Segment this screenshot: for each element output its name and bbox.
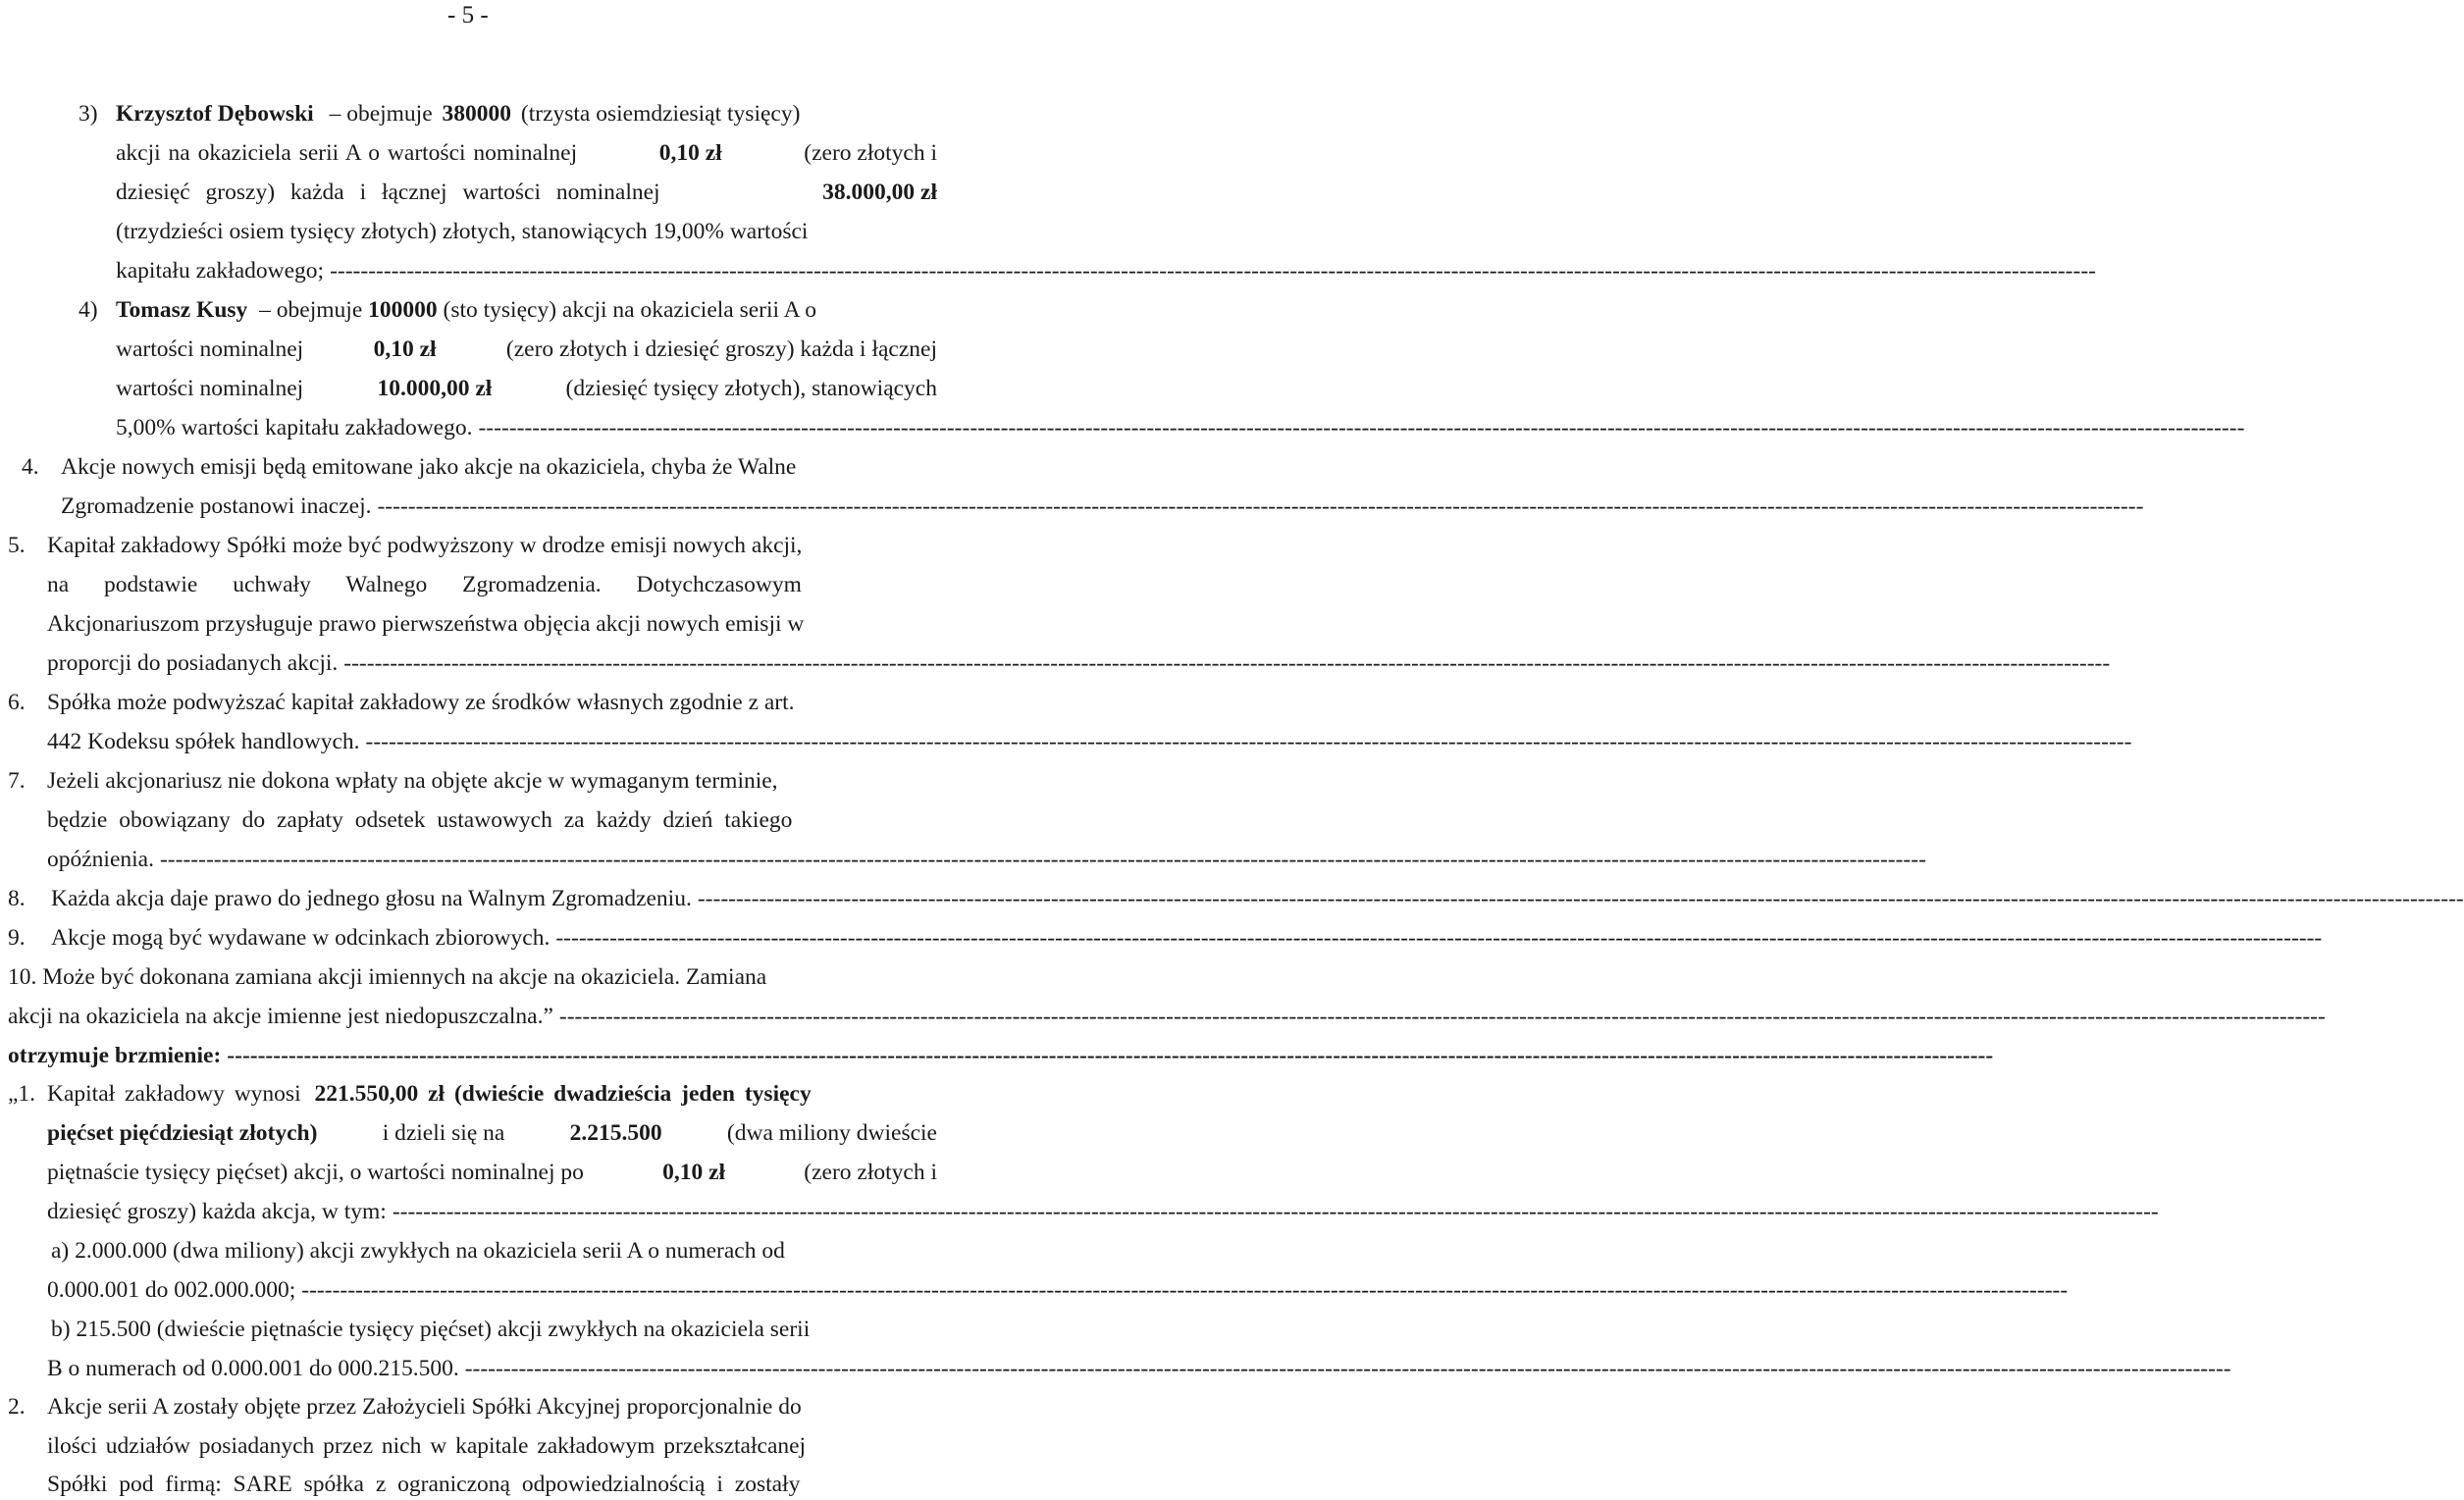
para-8-line-1 (8, 885, 2464, 912)
dash-filler: -------------------------------------------------------------------------------------------------------------------------------------------------------------------------------------------------------------------------------------- (159, 847, 1926, 872)
item-3-number: 3) (79, 101, 98, 127)
page-number: - 5 - (447, 2, 489, 28)
item-3-text: (zero złotych i (804, 140, 937, 166)
para-4-number: 4. (22, 454, 39, 480)
new-1-text: (dwa miliony dwieście (726, 1120, 937, 1146)
new-1b-text: B o numerach od 0.000.001 do 000.215.500. (47, 1356, 459, 1381)
para-9-number: 9. (8, 925, 26, 951)
item-4-line-2 (116, 336, 937, 363)
new-1b-line-1: b) 215.500 (dwieście piętnaście tysięcy pięćset) akcji zwykłych na okaziciela serii (51, 1317, 811, 1342)
item-4-text: (sto tysięcy) akcji na okaziciela serii A o (443, 297, 816, 323)
item-4-text: 5,00% wartości kapitału zakładowego. (116, 415, 473, 440)
para-4-text: Zgromadzenie postanowi inaczej. (61, 493, 372, 519)
new-1-capital: 221.550,00 zł (dwieście dwadzieścia jeden tysięcy (314, 1081, 812, 1107)
dash-filler: -------------------------------------------------------------------------------------------------------------------------------------------------------------------------------------------------------------------------------------- (330, 258, 2096, 284)
item-4-total: 10.000,00 zł (377, 376, 493, 401)
para-5-text: proporcji do posiadanych akcji. (47, 650, 339, 676)
new-2-line-1 (8, 1393, 802, 1421)
para-5-line-1 (8, 532, 802, 559)
item-4-line-4 (116, 414, 2245, 441)
new-1-line-3 (47, 1159, 937, 1186)
dash-filler: -------------------------------------------------------------------------------------------------------------------------------------------------------------------------------------------------------------------------------------- (365, 729, 2132, 754)
para-6-number: 6. (8, 690, 26, 715)
para-10-text: akcji na okaziciela na akcje imienne jest niedopuszczalna.” (8, 1004, 553, 1029)
item-4-number: 4) (79, 297, 98, 323)
item-4-line-1 (79, 296, 937, 324)
new-1-line-1 (8, 1080, 937, 1108)
new-1a-line-2 (47, 1276, 2069, 1304)
dash-filler: -------------------------------------------------------------------------------------------------------------------------------------------------------------------------------------------------------------------------------------- (478, 415, 2245, 440)
item-3-line-3 (116, 179, 937, 206)
para-7-line-1 (8, 767, 778, 795)
para-7-line-3 (47, 846, 1926, 873)
new-1-line-4 (47, 1198, 2159, 1225)
item-3-nominal: 0,10 zł (658, 140, 722, 166)
para-5-number: 5. (8, 533, 26, 558)
para-5-line-4 (47, 649, 2111, 677)
para-6-line-2 (47, 728, 2132, 755)
item-3-shares-words: (trzysta osiemdziesiąt tysięcy) (520, 101, 801, 127)
new-1-capital-words: pięćset pięćdziesiąt złotych) (47, 1120, 318, 1146)
item-4-text: (dziesięć tysięcy złotych), stanowiących (565, 376, 937, 401)
new-1-text: dziesięć groszy) każda akcja, w tym: (47, 1199, 387, 1224)
item-4-text: – obejmuje (259, 297, 363, 323)
new-2-number: 2. (8, 1394, 26, 1420)
new-1-number: „1. (8, 1081, 36, 1107)
new-1-text: Kapitał zakładowy wynosi (47, 1081, 301, 1107)
dash-filler: -------------------------------------------------------------------------------------------------------------------------------------------------------------------------------------------------------------------------------------- (464, 1356, 2231, 1381)
para-6-text: Spółka może podwyższać kapitał zakładowy ze środków własnych zgodnie z art. (47, 690, 795, 715)
item-3-text: akcji na okaziciela serii A o wartości nominalnej (116, 140, 578, 166)
new-1a-text: 0.000.001 do 002.000.000; (47, 1277, 296, 1303)
new-1-nominal: 0,10 zł (662, 1160, 726, 1185)
para-8-number: 8. (8, 886, 26, 911)
heading: otrzymuje brzmienie: (8, 1043, 222, 1068)
para-5-line-2: na podstawie uchwały Walnego Zgromadzenia. Dotychczasowym (47, 572, 802, 597)
new-1-share-count: 2.215.500 (569, 1120, 662, 1146)
item-4-name: Tomasz Kusy (116, 297, 248, 323)
item-3-line-2 (116, 139, 937, 167)
item-3-line-4: (trzydzieści osiem tysięcy złotych) złotych, stanowiących 19,00% wartości (116, 219, 809, 244)
new-1-text: (zero złotych i (804, 1160, 937, 1185)
item-4-shares: 100000 (368, 297, 438, 323)
item-3-line-1 (79, 100, 937, 128)
para-7-line-2: będzie obowiązany do zapłaty odsetek ustawowych za każdy dzień takiego (47, 807, 793, 833)
para-7-number: 7. (8, 768, 26, 794)
para-9-line-1 (8, 924, 2323, 952)
item-4-text: (zero złotych i dziesięć groszy) każda i łącznej (505, 336, 937, 362)
para-6-text: 442 Kodeksu spółek handlowych. (47, 729, 360, 754)
para-10-line-1: 10. Może być dokonana zamiana akcji imiennych na akcje na okaziciela. Zamiana (8, 964, 767, 990)
new-2-line-2: ilości udziałów posiadanych przez nich w kapitale zakładowym przekształcanej (47, 1433, 807, 1459)
item-3-shares: 380000 (442, 101, 512, 127)
para-9-text: Akcje mogą być wydawane w odcinkach zbiorowych. (51, 925, 550, 951)
para-5-text: Kapitał zakładowy Spółki może być podwyższony w drodze emisji nowych akcji, (47, 533, 803, 558)
dash-filler: -------------------------------------------------------------------------------------------------------------------------------------------------------------------------------------------------------------------------------------- (301, 1277, 2069, 1303)
item-3-text: – obejmuje (329, 101, 433, 127)
para-8-text: Każda akcja daje prawo do jednego głosu na Walnym Zgromadzeniu. (51, 886, 692, 911)
para-7-text: Jeżeli akcjonariusz nie dokona wpłaty na objęte akcje w wymaganym terminie, (47, 768, 778, 794)
dash-filler: -------------------------------------------------------------------------------------------------------------------------------------------------------------------------------------------------------------------------------------- (697, 886, 2464, 911)
item-3-text: kapitału zakładowego; (116, 258, 325, 284)
new-2-line-3: Spółki pod firmą: SARE spółka z ograniczoną odpowiedzialnością i zostały (47, 1472, 801, 1497)
para-7-text: opóźnienia. (47, 847, 154, 872)
item-4-text: wartości nominalnej (116, 376, 304, 401)
item-4-line-3 (116, 375, 937, 402)
item-3-line-5 (116, 257, 2096, 284)
item-3-text: dziesięć groszy) każda i łącznej wartości nominalnej (116, 180, 660, 205)
para-4-line-1 (22, 453, 796, 481)
para-10-line-2 (8, 1003, 2326, 1030)
heading-line (8, 1042, 1994, 1069)
new-1-line-2 (47, 1119, 937, 1147)
new-1a-line-1: a) 2.000.000 (dwa miliony) akcji zwykłych na okaziciela serii A o numerach od (51, 1238, 785, 1264)
para-4-line-2 (61, 492, 2144, 520)
item-4-nominal: 0,10 zł (373, 336, 437, 362)
para-4-text: Akcje nowych emisji będą emitowane jako akcje na okaziciela, chyba że Walne (61, 454, 797, 480)
dash-filler: -------------------------------------------------------------------------------------------------------------------------------------------------------------------------------------------------------------------------------------- (392, 1199, 2159, 1224)
item-4-text: wartości nominalnej (116, 336, 304, 362)
dash-filler: -------------------------------------------------------------------------------------------------------------------------------------------------------------------------------------------------------------------------------------- (558, 1004, 2326, 1029)
new-1-text: piętnaście tysięcy pięćset) akcji, o wartości nominalnej po (47, 1160, 584, 1185)
dash-filler: -------------------------------------------------------------------------------------------------------------------------------------------------------------------------------------------------------------------------------------- (343, 650, 2111, 676)
item-3-total: 38.000,00 zł (822, 180, 937, 205)
item-3-name: Krzysztof Dębowski (116, 101, 314, 127)
new-1b-line-2 (47, 1355, 2231, 1382)
dash-filler: -------------------------------------------------------------------------------------------------------------------------------------------------------------------------------------------------------------------------------------- (377, 493, 2144, 519)
new-2-text: Akcje serii A zostały objęte przez Założycieli Spółki Akcyjnej proporcjonalnie do (47, 1394, 802, 1420)
dash-filler: -------------------------------------------------------------------------------------------------------------------------------------------------------------------------------------------------------------------------------------- (227, 1043, 1994, 1068)
para-5-line-3: Akcjonariuszom przysługuje prawo pierwszeństwa objęcia akcji nowych emisji w (47, 611, 805, 637)
dash-filler: -------------------------------------------------------------------------------------------------------------------------------------------------------------------------------------------------------------------------------------- (555, 925, 2323, 951)
para-6-line-1 (8, 689, 795, 716)
new-1-text: i dzieli się na (382, 1120, 505, 1146)
